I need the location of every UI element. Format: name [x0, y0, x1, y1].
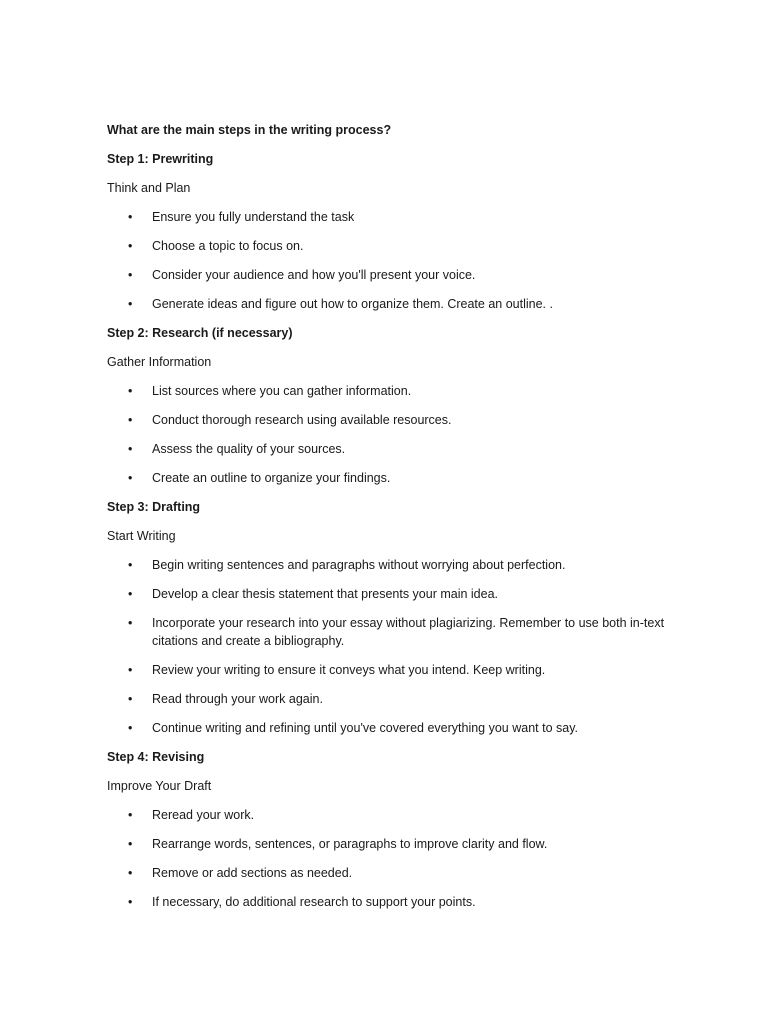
- bullet-icon: •: [128, 297, 133, 311]
- list-item-text: Consider your audience and how you'll present your voice.: [152, 268, 476, 282]
- list-item-text: Conduct thorough research using available resources.: [152, 413, 452, 427]
- document-title: What are the main steps in the writing process?: [107, 123, 392, 137]
- bullet-icon: •: [128, 442, 133, 456]
- list-item: [107, 614, 667, 650]
- list-item-text: Choose a topic to focus on.: [152, 239, 304, 253]
- bullet-icon: •: [128, 471, 133, 485]
- list-item: [107, 411, 667, 429]
- list-item: [107, 208, 667, 226]
- list-item: [107, 893, 667, 911]
- bullet-icon: •: [128, 210, 133, 224]
- list-item-text: If necessary, do additional research to support your points.: [152, 895, 476, 909]
- list-item-text: List sources where you can gather information.: [152, 384, 412, 398]
- bullet-icon: •: [128, 663, 133, 677]
- bullet-icon: •: [128, 558, 133, 572]
- bullet-icon: •: [128, 587, 133, 601]
- list-item-text: Create an outline to organize your findings.: [152, 471, 391, 485]
- list-item: [107, 585, 667, 603]
- list-item-text: Develop a clear thesis statement that presents your main idea.: [152, 587, 499, 601]
- bullet-icon: •: [128, 413, 133, 427]
- list-item: [107, 690, 667, 708]
- bullet-icon: •: [128, 837, 133, 851]
- bullet-list: [107, 208, 667, 313]
- bullet-list: [107, 382, 667, 487]
- section-heading: Step 3: Drafting: [107, 500, 201, 514]
- bullet-list: [107, 556, 667, 737]
- section-heading: Step 2: Research (if necessary): [107, 326, 293, 340]
- list-item: [107, 295, 667, 313]
- list-item: [107, 237, 667, 255]
- list-item: [107, 382, 667, 400]
- bullet-list: [107, 806, 667, 911]
- list-item: [107, 266, 667, 284]
- section-subheading: Think and Plan: [107, 181, 191, 195]
- document-body: [107, 121, 667, 922]
- list-item: [107, 719, 667, 737]
- bullet-icon: •: [128, 866, 133, 880]
- bullet-icon: •: [128, 808, 133, 822]
- list-item: [107, 864, 667, 882]
- bullet-icon: •: [128, 616, 133, 630]
- list-item-text: Rearrange words, sentences, or paragraphs to improve clarity and flow.: [152, 837, 548, 851]
- bullet-icon: •: [128, 239, 133, 253]
- bullet-icon: •: [128, 721, 133, 735]
- bullet-icon: •: [128, 692, 133, 706]
- list-item: [107, 440, 667, 458]
- list-item: [107, 556, 667, 574]
- section-subheading: Gather Information: [107, 355, 212, 369]
- list-item-text: Review your writing to ensure it conveys what you intend. Keep writing.: [152, 663, 546, 677]
- list-item-text: Read through your work again.: [152, 692, 323, 706]
- section-heading: Step 1: Prewriting: [107, 152, 214, 166]
- list-item-text: Incorporate your research into your essay without plagiarizing. Remember to use both in-text citations and create a bibliography.: [152, 616, 665, 648]
- list-item-text: Ensure you fully understand the task: [152, 210, 355, 224]
- list-item-text: Begin writing sentences and paragraphs without worrying about perfection.: [152, 558, 566, 572]
- section-subheading: Improve Your Draft: [107, 779, 212, 793]
- list-item-text: Continue writing and refining until you've covered everything you want to say.: [152, 721, 579, 735]
- list-item-text: Assess the quality of your sources.: [152, 442, 346, 456]
- bullet-icon: •: [128, 384, 133, 398]
- list-item-text: Remove or add sections as needed.: [152, 866, 353, 880]
- list-item: [107, 469, 667, 487]
- section-subheading: Start Writing: [107, 529, 176, 543]
- list-item: [107, 835, 667, 853]
- list-item: [107, 806, 667, 824]
- section-heading: Step 4: Revising: [107, 750, 205, 764]
- list-item-text: Generate ideas and figure out how to organize them. Create an outline. .: [152, 297, 553, 311]
- bullet-icon: •: [128, 895, 133, 909]
- list-item: [107, 661, 667, 679]
- list-item-text: Reread your work.: [152, 808, 255, 822]
- bullet-icon: •: [128, 268, 133, 282]
